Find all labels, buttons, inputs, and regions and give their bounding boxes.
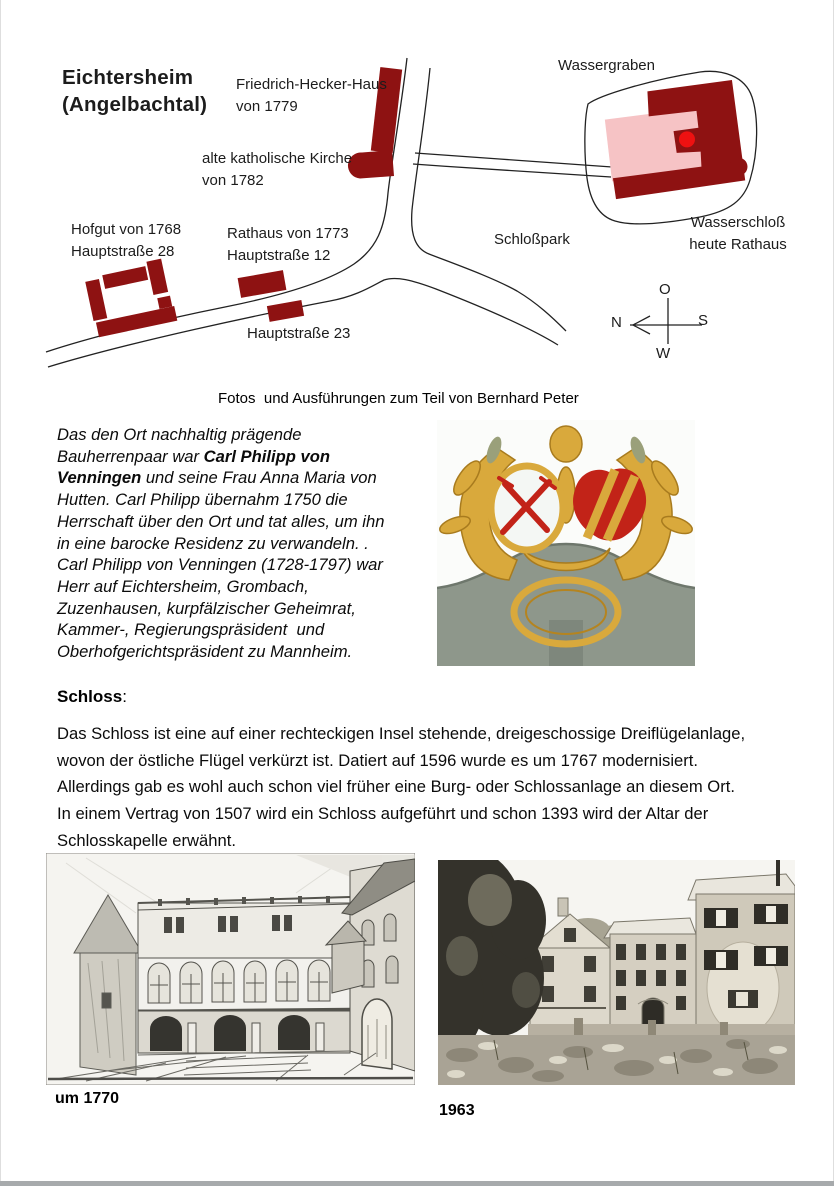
- chimney: [558, 898, 568, 916]
- intro-line: Bauherrenpaar war Carl Philipp von: [57, 446, 330, 466]
- hofgut-bar: [102, 266, 148, 289]
- tower-body: [80, 953, 136, 1075]
- intro-line: Herr auf Eichtersheim, Grombach,: [57, 576, 309, 596]
- intro-paragraph: [57, 424, 437, 663]
- hutten-shield: [491, 466, 563, 550]
- sketch-1770-image: [46, 853, 415, 1085]
- hofgut-bar: [85, 279, 107, 321]
- body-line: wovon der östliche Flügel verkürzt ist. Datiert auf 1596 wurde es um 1767 modernisiert.: [57, 750, 699, 770]
- photo-credit-caption: Fotos und Ausführungen zum Teil von Bernhard Peter: [218, 390, 579, 407]
- coat-of-arms-photo: [437, 420, 695, 666]
- label-line: Hauptstraße 12: [227, 246, 331, 264]
- body-line: In einem Vertrag von 1507 wird ein Schloss aufgeführt und schon 1393 wird der Altar der: [57, 804, 709, 824]
- water-castle-complex: [603, 79, 749, 199]
- sketch-main-wing: [138, 896, 350, 1053]
- castle-lane-upper-line: [415, 153, 612, 167]
- label-line: von 1779: [236, 97, 298, 115]
- crest-leaf: [550, 426, 582, 462]
- intro-line: Carl Philipp von Venningen (1728-1797) war: [57, 555, 383, 575]
- schloss-paragraph: [57, 721, 827, 855]
- label-1963: 1963: [439, 1102, 475, 1119]
- intro-line: in eine barocke Residenz zu verwandeln. .: [57, 533, 369, 553]
- town-map: [0, 0, 834, 400]
- label-rathaus: [227, 223, 349, 266]
- compass-rose: [630, 298, 702, 344]
- label-line: heute Rathaus: [689, 235, 787, 253]
- coat-of-arms-image: [437, 420, 695, 666]
- kirche-building: [348, 150, 394, 179]
- tower-window: [102, 993, 111, 1008]
- label-kirche: [202, 148, 352, 191]
- hauptstrasse23-building: [267, 300, 304, 322]
- label-um-1770: um 1770: [55, 1090, 120, 1107]
- intro-line: Venningen und seine Frau Anna Maria von: [57, 468, 377, 488]
- castle-lane-lower-line: [413, 164, 611, 177]
- page-bottom-edge: [0, 1181, 834, 1186]
- sketch-1770-photo: [46, 853, 415, 1085]
- body-line: Das Schloss ist eine auf einer rechteckigen Insel stehende, dreigeschossige Dreiflügelanlage,: [57, 724, 746, 743]
- map-title-line2: (Angelbachtal): [62, 93, 208, 116]
- photo-1963: [438, 860, 795, 1085]
- label-friedrich-hecker-haus: [236, 74, 387, 117]
- body-line: Allerdings gab es wohl auch schon viel früher eine Burg- oder Schlossanlage an diesem Ort.: [57, 777, 735, 797]
- intro-line: Hutten. Carl Philipp übernahm 1750 die: [57, 490, 348, 510]
- label-hofgut: [71, 219, 181, 262]
- road-main-right-line: [412, 68, 566, 331]
- label-line: Friedrich-Hecker-Haus: [236, 76, 387, 93]
- hofgut-complex: [84, 258, 178, 338]
- label-line: Wasserschloß: [690, 214, 786, 231]
- label-hauptstrasse23: Hauptstraße 23: [247, 325, 351, 342]
- hofgut-bar: [146, 259, 168, 295]
- town-map-drawing: [0, 0, 834, 400]
- right-house: [688, 860, 795, 1040]
- rathaus-1773-building: [238, 270, 287, 298]
- body-line: Schlosskapelle erwähnt.: [57, 830, 236, 850]
- compass-letter-n: N: [611, 314, 622, 331]
- label-line: alte katholische Kirche: [202, 150, 353, 167]
- compass-letter-o: O: [659, 281, 671, 298]
- hofgut-bar: [96, 306, 177, 337]
- intro-line: Oberhofgerichtspräsident zu Mannheim.: [57, 642, 353, 662]
- label-line: von 1782: [202, 171, 264, 189]
- intro-line: Zuzenhausen, kurpfälzischer Geheimrat,: [57, 598, 356, 618]
- label-line: Hofgut von 1768: [71, 221, 182, 238]
- label-wassergraben: Wassergraben: [558, 57, 655, 74]
- schloss-heading: Schloss:: [57, 687, 127, 706]
- intro-line: Kammer-, Regierungspräsident und: [57, 620, 325, 640]
- central-house: [604, 918, 696, 1030]
- label-line: Hauptstraße 28: [71, 242, 175, 260]
- label-line: Rathaus von 1773: [227, 225, 349, 242]
- compass-letter-w: W: [656, 345, 671, 362]
- label-schlosspark: Schloßpark: [494, 231, 570, 248]
- photo-1963-image: [438, 860, 795, 1085]
- grass-foreground: [438, 1035, 795, 1085]
- intro-line: Herrschaft über den Ort und tat alles, um ihn: [57, 511, 385, 531]
- map-title-line1: Eichtersheim: [62, 66, 194, 89]
- arcade-openings: [150, 1015, 310, 1051]
- intro-line: Das den Ort nachhaltig prägende: [57, 425, 302, 444]
- sketch-bottom-edge: [48, 1078, 413, 1079]
- compass-letter-s: S: [698, 312, 709, 329]
- map-title: [62, 64, 207, 118]
- label-wasserschloss: [680, 212, 796, 255]
